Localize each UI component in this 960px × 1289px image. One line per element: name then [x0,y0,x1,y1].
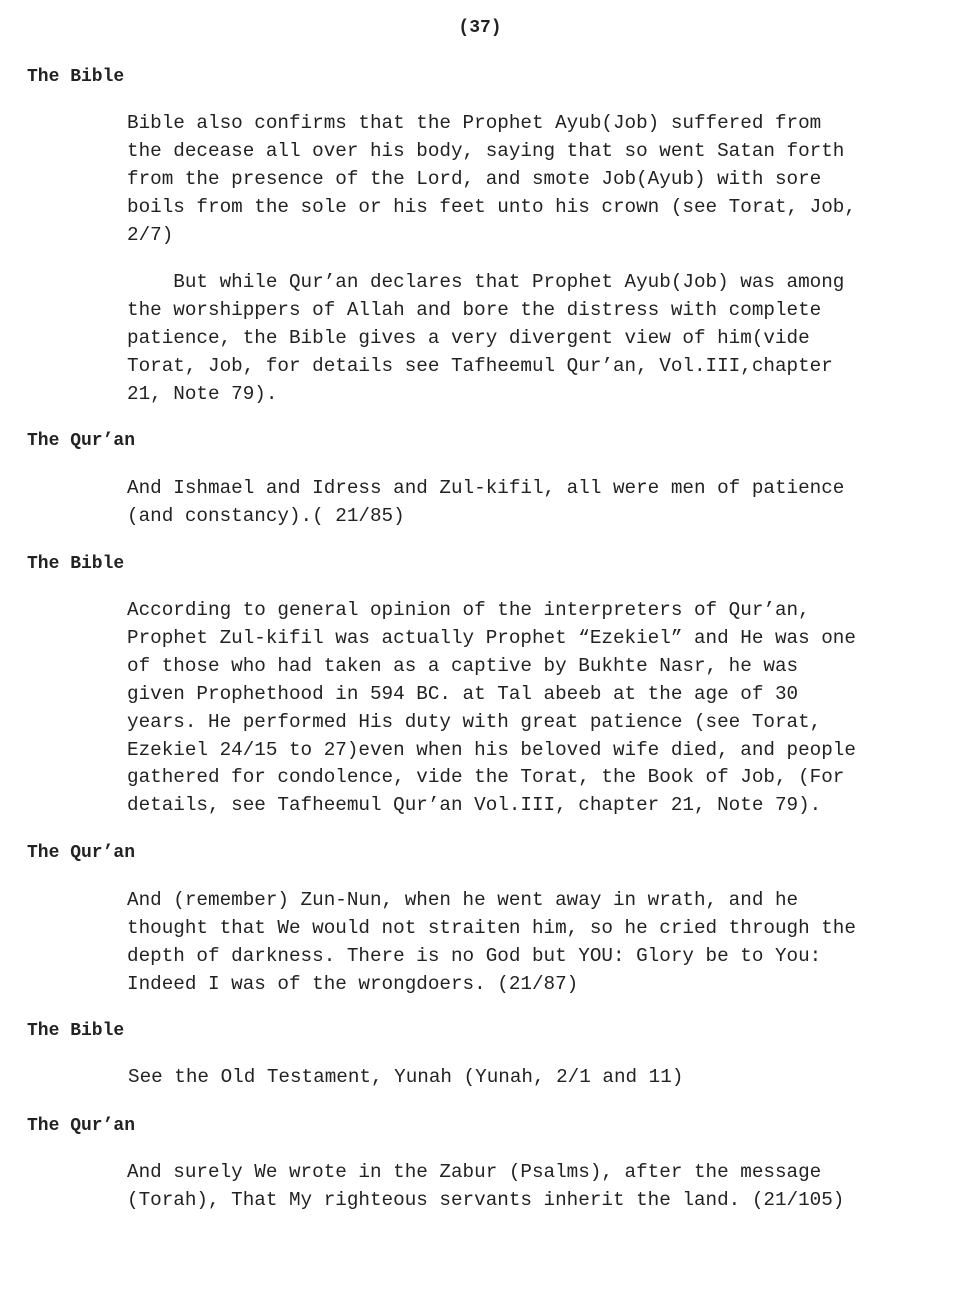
paragraph [127,597,947,820]
paragraph [127,887,947,999]
text-line: Torat, Job, for details see Tafheemul Qur’an, Vol.III,chapter [127,354,833,377]
text-line: depth of darkness. There is no God but YOU: Glory be to You: [127,944,822,967]
text-line: of those who had taken as a captive by Bukhte Nasr, he was [127,654,799,677]
page-number: (37) [458,18,502,38]
text-line: thought that We would not straiten him, so he cried through the [127,916,856,939]
text-line: Ezekiel 24/15 to 27)even when his beloved wife died, and people [127,738,856,761]
text-line: 2/7) [127,223,174,246]
text-line: boils from the sole or his feet unto his crown (see Torat, Job, [127,195,856,218]
section-heading: The Bible [27,554,125,574]
section-heading: The Bible [27,1021,125,1041]
text-line: given Prophethood in 594 BC. at Tal abeeb at the age of 30 [127,682,799,705]
text-line: the worshippers of Allah and bore the distress with complete [127,298,822,321]
text-line: See the Old Testament, Yunah (Yunah, 2/1 and 11) [128,1066,684,1088]
paragraph [127,269,947,409]
paragraph [128,1064,948,1092]
text-line: But while Qur’an declares that Prophet Ayub(Job) was among [127,271,845,293]
section-heading: The Qur’an [27,1116,136,1136]
text-line: gathered for condolence, vide the Torat, the Book of Job, (For [127,766,845,789]
section-heading: The Qur’an [27,843,136,863]
paragraph [127,1159,947,1215]
text-line: Bible also confirms that the Prophet Ayub(Job) suffered from [127,112,822,134]
text-line: the decease all over his body, saying that so went Satan forth [127,139,845,162]
text-line: details, see Tafheemul Qur’an Vol.III, chapter 21, Note 79). [127,794,822,817]
paragraph [127,110,947,250]
text-line: years. He performed His duty with great patience (see Torat, [127,710,822,733]
text-line: (and constancy).( 21/85) [127,504,405,527]
text-line: Prophet Zul-kifil was actually Prophet “Ezekiel” and He was one [127,626,856,649]
text-line: And Ishmael and Idress and Zul-kifil, all were men of patience [127,477,845,499]
text-line: And surely We wrote in the Zabur (Psalms), after the message [127,1161,822,1183]
text-line: According to general opinion of the interpreters of Qur’an, [127,599,810,621]
text-line: (Torah), That My righteous servants inherit the land. (21/105) [127,1188,845,1211]
section-heading: The Qur’an [27,431,136,451]
paragraph [127,475,947,531]
text-line: from the presence of the Lord, and smote Job(Ayub) with sore [127,167,822,190]
section-heading: The Bible [27,67,125,87]
text-line: patience, the Bible gives a very divergent view of him(vide [127,326,810,349]
text-line: And (remember) Zun-Nun, when he went away in wrath, and he [127,889,799,911]
text-line: Indeed I was of the wrongdoers. (21/87) [127,972,579,995]
text-line: 21, Note 79). [127,382,278,405]
